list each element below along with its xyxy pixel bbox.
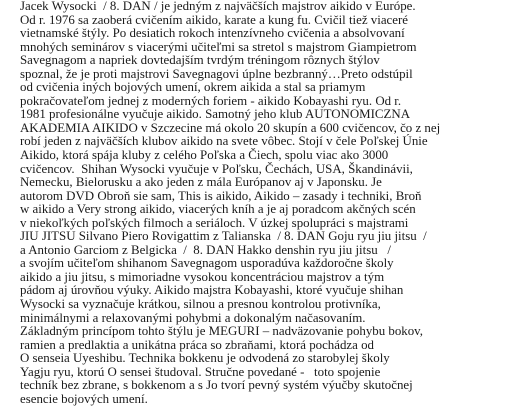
text-line: 1981 profesionálne vyučuje aikido. Samotný jeho klub AUTONOMICZNA xyxy=(20,107,411,122)
text-line: ramien a predlaktia a unikátna práca so zbraňami, ktorá pochádza od xyxy=(20,337,374,352)
text-line: Yagju ryu, ktorú O sensei študoval. Stručne povedané - toto spojenie xyxy=(20,364,381,379)
text-line: robí jeden z najväčších klubov aikido na svete vôbec. Stojí v čele Poľskej Únie xyxy=(20,134,428,149)
text-line: Aikido, ktorá spája kluby z celého Poľska a Čiech, spolu viac ako 3000 xyxy=(20,148,389,163)
text-line: w aikido a Very strong aikido, viacerých kníh a je aj poradcom akčných scén xyxy=(20,202,416,217)
text-line: O senseia Uyeshibu. Technika bokkenu je odvodená zo starobylej školy xyxy=(20,351,390,366)
text-line: od cvičenia iných bojových umení, okrem aikida a stal sa priamym xyxy=(20,80,366,95)
text-line: aikido a jiu jitsu, s mimoriadne vysokou koncentráciou majstrov a tým xyxy=(20,269,385,284)
text-line: autorom DVD Obroň sie sam, This is aikido, Aikido – zasady i techniki, Broň xyxy=(20,188,422,203)
text-line: spoznal, že je proti majstrovi Savegnagovi úplne bezbranný…Preto odstúpil xyxy=(20,66,413,81)
text-line: AKADEMIA AIKIDO v Szczecine má okolo 20 skupín a 600 cvičencov, čo z nej xyxy=(20,120,441,135)
text-line: pádom aj úrovňou výuky. Aikido majstra Kobayashi, ktoré vyučuje shihan xyxy=(20,283,404,298)
text-line: pokračovateľom jednej z moderných foriem - aikido Kobayashi ryu. Od r. xyxy=(20,93,402,108)
text-line: minimálnymi a relaxovanými pohybmi a dokonalým načasovaním. xyxy=(20,310,366,325)
text-line: a Antonio Garciom z Belgicka / 8. DAN Hakko denshin ryu jiu jitsu / xyxy=(20,242,391,257)
text-line: Savegnagom a napriek dovtedajším tvrdým tréningom rôznych štýlov xyxy=(20,53,380,68)
text-line: Základným princípom tohto štýlu je MEGURI – nadväzovanie pohybu bokov, xyxy=(20,324,424,339)
text-line: v niekoľkých poľských filmoch a seriáloch. V úzkej spolupráci s majstrami xyxy=(20,215,409,230)
text-line: Wysocki sa vyznačuje krátkou, silnou a presnou kontrolou protivníka, xyxy=(20,297,381,312)
text-line: Jacek Wysocki / 8. DAN / je jedným z najväčších majstrov aikido v Európe. xyxy=(20,0,416,13)
text-line: mnohých seminárov s viacerými učiteľmi sa stretol s majstrom Giampietrom xyxy=(20,39,417,54)
text-line: esencie bojových umení. xyxy=(20,391,148,406)
text-line: cvičencov. Shihan Wysocki vyučuje v Poľsku, Čechách, USA, Škandinávii, xyxy=(20,161,413,176)
text-line: Nemecku, Bielorusku a ako jeden z mála Európanov aj v Japonsku. Je xyxy=(20,175,382,190)
text-line: JIU JITSU Silvano Piero Rovigattim z Talianska / 8. DAN Goju ryu jiu jitsu / xyxy=(20,229,427,244)
text-line: vietnamské štýly. Po desiatich rokoch intenzívneho cvičenia a absolvovaní xyxy=(20,26,405,41)
text-line: techník bez zbrane, s bokkenom a s Jo tvorí pevný systém výučby skutočnej xyxy=(20,378,413,393)
article-paragraph xyxy=(20,0,525,406)
text-line: a svojím učiteľom shihanom Savegnagom usporadúva každoročne školy xyxy=(20,256,394,271)
text-line: Od r. 1976 sa zaoberá cvičením aikido, karate a kung fu. Cvičil tiež viaceré xyxy=(20,12,408,27)
